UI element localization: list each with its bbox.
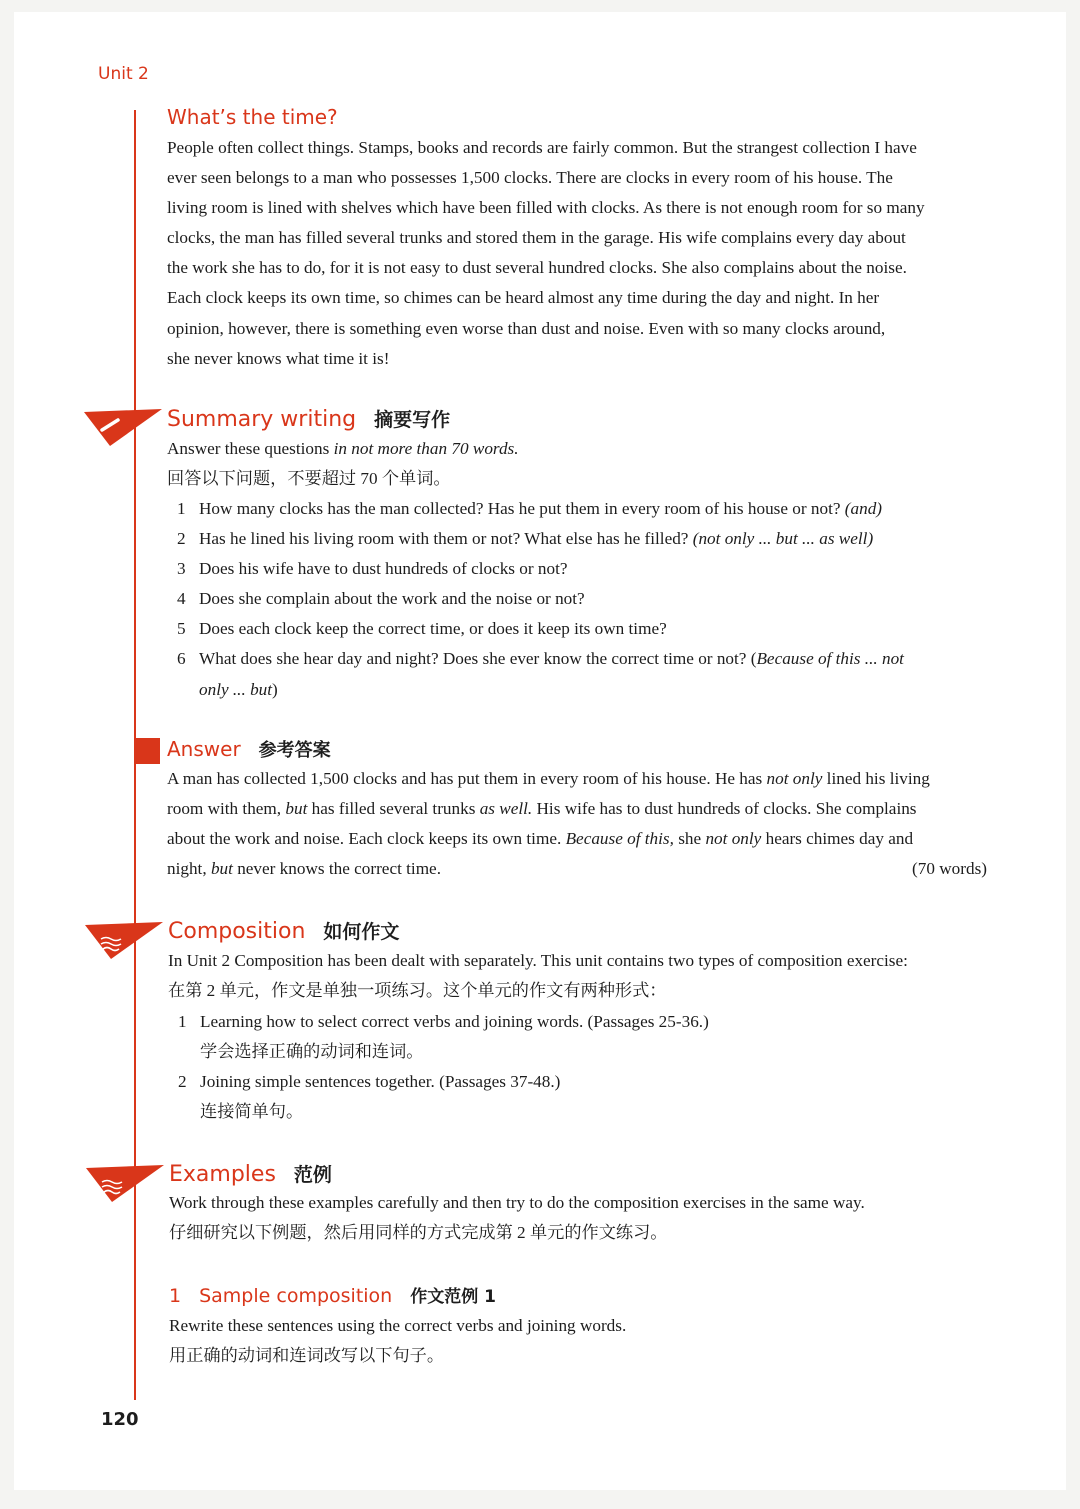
- question-item: 3 Does his wife have to dust hundreds of clocks or not?: [177, 559, 568, 579]
- sample-number: 1: [169, 1285, 182, 1307]
- writing-lines-icon: [86, 1162, 164, 1204]
- summary-word-limit: in not more than 70 words.: [333, 439, 519, 458]
- word-count: (70 words): [912, 859, 987, 879]
- passage-line: the work she has to do, for it is not easy to dust several hundred clocks. She also complains about the noise.: [167, 258, 907, 278]
- sample-title-cn: 作文范例 1: [410, 1287, 496, 1307]
- answer-title-cn: 参考答案: [258, 740, 331, 761]
- sample-title-en: Sample composition: [199, 1285, 393, 1307]
- composition-type-item: 2 Joining simple sentences together. (Passages 37-48.): [178, 1072, 561, 1092]
- composition-title: [168, 917, 399, 944]
- question-item: 1 How many clocks has the man collected? Has he put them in every room of his house or not? (and): [177, 499, 883, 518]
- question-item-continued: only ... but): [199, 679, 278, 699]
- sample-title: [169, 1282, 496, 1307]
- summary-title: [167, 405, 450, 432]
- composition-title-cn: 如何作文: [323, 921, 400, 943]
- question-item: 5 Does each clock keep the correct time, or does it keep its own time?: [177, 619, 667, 639]
- summary-instruction: Answer these questions: [167, 439, 334, 458]
- composition-type-item-cn: 连接简单句。: [200, 1102, 304, 1122]
- passage-text: [167, 133, 925, 374]
- answer-title-en: Answer: [167, 737, 241, 761]
- composition-type-item: 1 Learning how to select correct verbs and joining words. (Passages 25-36.): [178, 1012, 709, 1031]
- question-item: 6 What does she hear day and night? Does she ever know the correct time or not? (Because of this ... not: [177, 649, 904, 669]
- pen-icon: [84, 406, 162, 448]
- passage-line: ever seen belongs to a man who possesses 1,500 clocks. There are clocks in every room of his house. The: [167, 168, 893, 188]
- passage-line: living room is lined with shelves which have been filled with clocks. As there is not enough room for so many: [167, 198, 925, 218]
- summary-instructions: [167, 434, 519, 494]
- passage-line: she never knows what time it is!: [167, 348, 390, 368]
- passage-line: Each clock keeps its own time, so chimes can be heard almost any time during the day and night. In her: [167, 288, 880, 308]
- answer-title: [167, 736, 331, 762]
- composition-type-item-cn: 学会选择正确的动词和连词。: [200, 1042, 424, 1062]
- passage-title: What’s the time?: [167, 105, 338, 129]
- summary-title-en: Summary writing: [167, 407, 357, 432]
- examples-title-cn: 范例: [293, 1164, 332, 1186]
- summary-instruction-cn: 回答以下问题，不要超过 70 个单词。: [167, 469, 451, 489]
- sample-instructions: Rewrite these sentences using the correct verbs and joining words. 用正确的动词和连词改写以下句子。: [169, 1316, 627, 1366]
- writing-lines-icon: [85, 919, 163, 961]
- examples-intro: Work through these examples carefully and then try to do the composition exercises in the same way. 仔细研究以下例题，然后用同样的方式完成第 2 单元的作文练习。: [169, 1193, 865, 1243]
- answer-marker-icon: [136, 738, 160, 764]
- passage-line: People often collect things. Stamps, books and records are fairly common. But the strangest collection I have: [167, 138, 917, 157]
- summary-title-cn: 摘要写作: [374, 409, 451, 431]
- examples-title: [169, 1160, 332, 1187]
- composition-intro: In Unit 2 Composition has been dealt with separately. This unit contains two types of composition exercise: 在第 2 单元，作文是单独一项练习。这个单元的作文有两种形式：: [168, 951, 908, 1001]
- summary-questions: [167, 494, 904, 705]
- composition-types: [168, 1007, 709, 1127]
- answer-text: A man has collected 1,500 clocks and has put them in every room of his house. He has not only lined his living room with them, but has filled several trunks as well. His wife has to dust hundreds of clocks. She complains about the work and noise. Each clock keeps its own time. Because of this, she not only hears chimes day and night, but never knows the correct time. (70 words): [167, 764, 987, 884]
- passage-line: opinion, however, there is something even worse than dust and noise. Even with so many clocks around,: [167, 318, 886, 338]
- question-item: 4 Does she complain about the work and the noise or not?: [177, 589, 585, 609]
- question-item: 2 Has he lined his living room with them or not? What else has he filled? (not only ... but ... as well): [177, 529, 874, 549]
- unit-label: Unit 2: [98, 64, 149, 84]
- examples-title-en: Examples: [169, 1162, 276, 1187]
- page-number: 120: [101, 1409, 139, 1430]
- composition-title-en: Composition: [168, 919, 306, 944]
- passage-line: clocks, the man has filled several trunks and stored them in the garage. His wife complains every day about: [167, 228, 906, 248]
